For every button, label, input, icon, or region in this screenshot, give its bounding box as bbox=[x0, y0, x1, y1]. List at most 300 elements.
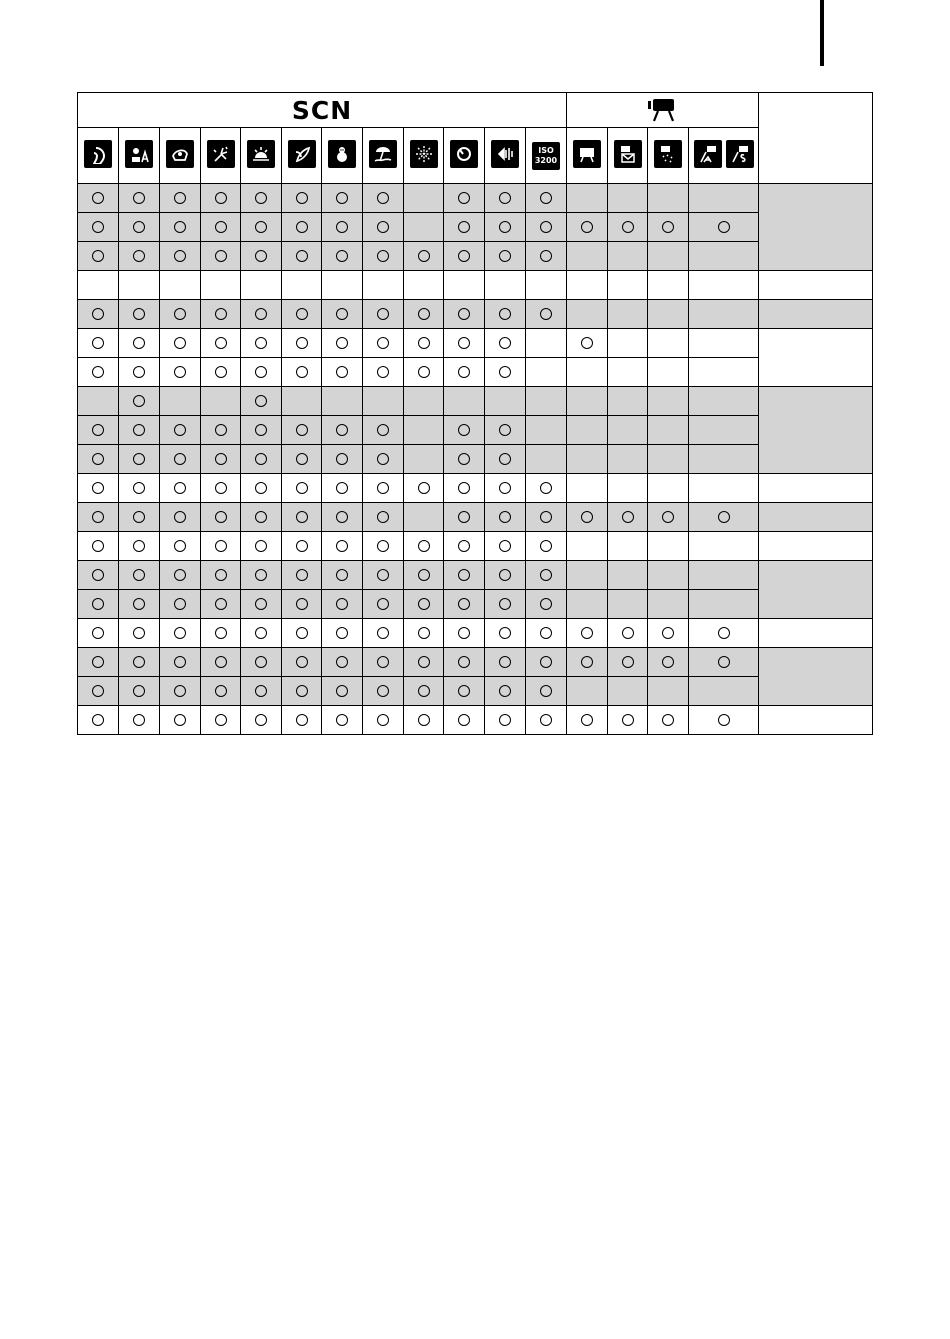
side-group-cell bbox=[759, 474, 873, 503]
available-mark bbox=[581, 337, 593, 349]
available-mark bbox=[133, 656, 145, 668]
available-mark bbox=[499, 569, 511, 581]
available-mark bbox=[581, 656, 593, 668]
table-cell bbox=[78, 300, 119, 329]
available-mark bbox=[255, 453, 267, 465]
available-mark bbox=[174, 337, 186, 349]
available-mark bbox=[215, 366, 227, 378]
available-mark bbox=[336, 308, 348, 320]
available-mark bbox=[540, 308, 552, 320]
available-mark bbox=[255, 308, 267, 320]
mode-icon-cell bbox=[322, 128, 363, 184]
table-cell bbox=[363, 300, 404, 329]
available-mark bbox=[377, 656, 389, 668]
available-mark bbox=[296, 192, 308, 204]
table-cell bbox=[648, 387, 689, 416]
available-mark bbox=[215, 482, 227, 494]
mode-icon-cell bbox=[282, 128, 322, 184]
table-cell bbox=[160, 271, 201, 300]
table-cell bbox=[282, 445, 322, 474]
table-cell bbox=[526, 184, 567, 213]
table-cell bbox=[608, 416, 648, 445]
mode-icon-cell bbox=[119, 128, 160, 184]
table-cell bbox=[160, 445, 201, 474]
available-mark bbox=[133, 714, 145, 726]
table-cell bbox=[363, 532, 404, 561]
available-mark bbox=[296, 569, 308, 581]
table-cell bbox=[282, 184, 322, 213]
table-cell bbox=[648, 619, 689, 648]
mode-icon-cell bbox=[201, 128, 241, 184]
table-cell bbox=[689, 561, 759, 590]
available-mark bbox=[92, 511, 104, 523]
table-cell bbox=[78, 619, 119, 648]
table-cell bbox=[648, 648, 689, 677]
table-cell bbox=[119, 416, 160, 445]
table-cell bbox=[241, 561, 282, 590]
table-cell bbox=[78, 358, 119, 387]
available-mark bbox=[92, 482, 104, 494]
table-cell bbox=[78, 590, 119, 619]
table-cell bbox=[648, 474, 689, 503]
mode-icon-cell bbox=[160, 128, 201, 184]
available-mark bbox=[296, 598, 308, 610]
table-cell bbox=[648, 532, 689, 561]
table-cell bbox=[526, 416, 567, 445]
available-mark bbox=[336, 366, 348, 378]
table-cell bbox=[363, 561, 404, 590]
available-mark bbox=[174, 656, 186, 668]
table-cell bbox=[485, 242, 526, 271]
available-mark bbox=[458, 308, 470, 320]
table-cell bbox=[322, 706, 363, 735]
available-mark bbox=[255, 250, 267, 262]
table-cell bbox=[160, 648, 201, 677]
table-cell bbox=[648, 416, 689, 445]
available-mark bbox=[255, 511, 267, 523]
available-mark bbox=[418, 656, 430, 668]
table-cell bbox=[119, 561, 160, 590]
table-cell bbox=[526, 242, 567, 271]
table-cell bbox=[485, 329, 526, 358]
table-cell bbox=[160, 532, 201, 561]
available-mark bbox=[92, 337, 104, 349]
table-cell bbox=[404, 474, 444, 503]
available-mark bbox=[92, 627, 104, 639]
table-cell bbox=[689, 532, 759, 561]
table-cell bbox=[608, 706, 648, 735]
available-mark bbox=[133, 192, 145, 204]
available-mark bbox=[377, 714, 389, 726]
table-cell bbox=[119, 532, 160, 561]
table-cell bbox=[567, 619, 608, 648]
available-mark bbox=[418, 598, 430, 610]
table-cell bbox=[160, 706, 201, 735]
table-cell bbox=[444, 445, 485, 474]
table-cell bbox=[363, 706, 404, 735]
table-cell bbox=[485, 706, 526, 735]
available-mark bbox=[296, 714, 308, 726]
table-cell bbox=[363, 474, 404, 503]
table-cell bbox=[160, 242, 201, 271]
table-cell bbox=[282, 706, 322, 735]
table-cell bbox=[241, 416, 282, 445]
available-mark bbox=[377, 192, 389, 204]
table-cell bbox=[160, 213, 201, 242]
table-cell bbox=[485, 503, 526, 532]
available-mark bbox=[336, 250, 348, 262]
available-mark bbox=[336, 656, 348, 668]
available-mark bbox=[215, 453, 227, 465]
table-cell bbox=[119, 358, 160, 387]
available-mark bbox=[540, 714, 552, 726]
available-mark bbox=[215, 569, 227, 581]
table-cell bbox=[241, 590, 282, 619]
table-cell bbox=[322, 329, 363, 358]
table-cell bbox=[78, 184, 119, 213]
table-cell bbox=[78, 271, 119, 300]
table-cell bbox=[444, 184, 485, 213]
available-mark bbox=[133, 424, 145, 436]
table-cell bbox=[689, 445, 759, 474]
table-row bbox=[78, 445, 873, 474]
table-cell bbox=[404, 677, 444, 706]
mode-icon-cell bbox=[78, 128, 119, 184]
table-cell bbox=[119, 619, 160, 648]
table-cell bbox=[689, 184, 759, 213]
available-mark bbox=[458, 627, 470, 639]
available-mark bbox=[336, 627, 348, 639]
available-mark bbox=[92, 192, 104, 204]
table-cell bbox=[567, 474, 608, 503]
table-cell bbox=[363, 329, 404, 358]
side-group-cell bbox=[759, 271, 873, 300]
available-mark bbox=[418, 482, 430, 494]
available-mark bbox=[418, 337, 430, 349]
available-mark bbox=[499, 308, 511, 320]
table-cell bbox=[241, 242, 282, 271]
table-cell bbox=[201, 706, 241, 735]
table-cell bbox=[526, 503, 567, 532]
table-cell bbox=[119, 590, 160, 619]
available-mark bbox=[133, 250, 145, 262]
table-cell bbox=[526, 358, 567, 387]
table-cell bbox=[241, 677, 282, 706]
table-cell bbox=[608, 271, 648, 300]
table-cell bbox=[119, 300, 160, 329]
table-cell bbox=[241, 445, 282, 474]
available-mark bbox=[215, 221, 227, 233]
table-row bbox=[78, 416, 873, 445]
table-cell bbox=[322, 184, 363, 213]
table-cell bbox=[485, 648, 526, 677]
table-cell bbox=[241, 503, 282, 532]
available-mark bbox=[174, 482, 186, 494]
mode-icon-cell bbox=[608, 128, 648, 184]
table-cell bbox=[160, 300, 201, 329]
table-cell bbox=[322, 648, 363, 677]
table-cell bbox=[444, 416, 485, 445]
available-mark bbox=[215, 511, 227, 523]
available-mark bbox=[458, 598, 470, 610]
available-mark bbox=[215, 714, 227, 726]
table-cell bbox=[282, 416, 322, 445]
table-cell bbox=[241, 184, 282, 213]
table-cell bbox=[363, 503, 404, 532]
table-cell bbox=[526, 445, 567, 474]
available-mark bbox=[255, 192, 267, 204]
table-cell bbox=[648, 445, 689, 474]
movie-camera-icon bbox=[648, 97, 678, 123]
table-cell bbox=[444, 619, 485, 648]
page-edge-tab bbox=[820, 0, 824, 66]
available-mark bbox=[133, 337, 145, 349]
table-cell bbox=[119, 706, 160, 735]
table-cell bbox=[119, 445, 160, 474]
table-cell bbox=[485, 271, 526, 300]
table-cell bbox=[282, 648, 322, 677]
available-mark bbox=[499, 482, 511, 494]
table-body bbox=[78, 184, 873, 735]
available-mark bbox=[174, 685, 186, 697]
table-cell bbox=[567, 358, 608, 387]
table-cell bbox=[689, 677, 759, 706]
underwater-icon bbox=[450, 140, 478, 168]
table-cell bbox=[322, 271, 363, 300]
available-mark bbox=[336, 424, 348, 436]
table-cell bbox=[648, 271, 689, 300]
table-cell bbox=[119, 213, 160, 242]
table-cell bbox=[689, 648, 759, 677]
available-mark bbox=[92, 453, 104, 465]
table-cell bbox=[608, 184, 648, 213]
table-cell bbox=[404, 329, 444, 358]
table-cell bbox=[282, 329, 322, 358]
available-mark bbox=[377, 250, 389, 262]
available-mark bbox=[418, 714, 430, 726]
available-mark bbox=[662, 627, 674, 639]
available-mark bbox=[255, 598, 267, 610]
available-mark bbox=[336, 221, 348, 233]
table-cell bbox=[119, 184, 160, 213]
table-cell bbox=[201, 590, 241, 619]
table-cell bbox=[444, 387, 485, 416]
table-cell bbox=[689, 503, 759, 532]
available-mark bbox=[296, 453, 308, 465]
foliage-icon bbox=[288, 140, 316, 168]
table-cell bbox=[444, 648, 485, 677]
available-mark bbox=[622, 656, 634, 668]
available-mark bbox=[662, 714, 674, 726]
table-cell bbox=[444, 329, 485, 358]
available-mark bbox=[499, 424, 511, 436]
available-mark bbox=[336, 482, 348, 494]
side-group-cell bbox=[759, 329, 873, 387]
table-cell bbox=[526, 213, 567, 242]
table-cell bbox=[241, 329, 282, 358]
available-mark bbox=[662, 221, 674, 233]
table-cell bbox=[160, 590, 201, 619]
table-row bbox=[78, 329, 873, 358]
table-cell bbox=[485, 300, 526, 329]
movie-group-header bbox=[567, 93, 759, 128]
table-cell bbox=[648, 300, 689, 329]
table-cell bbox=[526, 619, 567, 648]
available-mark bbox=[255, 337, 267, 349]
table-cell bbox=[363, 590, 404, 619]
mode-icon-cell bbox=[404, 128, 444, 184]
table-cell bbox=[608, 213, 648, 242]
table-cell bbox=[282, 619, 322, 648]
table-cell bbox=[119, 242, 160, 271]
available-mark bbox=[458, 511, 470, 523]
available-mark bbox=[377, 453, 389, 465]
table-row bbox=[78, 358, 873, 387]
available-mark bbox=[296, 685, 308, 697]
available-mark bbox=[296, 366, 308, 378]
table-cell bbox=[404, 590, 444, 619]
available-mark bbox=[377, 337, 389, 349]
available-mark bbox=[718, 656, 730, 668]
scn-group-header bbox=[78, 93, 567, 128]
table-cell bbox=[322, 532, 363, 561]
table-cell bbox=[404, 619, 444, 648]
available-mark bbox=[377, 424, 389, 436]
table-cell bbox=[404, 271, 444, 300]
available-mark bbox=[499, 656, 511, 668]
available-mark bbox=[215, 308, 227, 320]
table-cell bbox=[689, 416, 759, 445]
table-cell bbox=[689, 387, 759, 416]
mode-icon-cell bbox=[444, 128, 485, 184]
available-mark bbox=[174, 598, 186, 610]
table-cell bbox=[648, 677, 689, 706]
table-cell bbox=[201, 184, 241, 213]
available-mark bbox=[499, 192, 511, 204]
side-group-cell bbox=[759, 619, 873, 648]
movie-standard-icon bbox=[573, 140, 601, 168]
table-cell bbox=[444, 677, 485, 706]
table-cell bbox=[119, 271, 160, 300]
table-cell bbox=[363, 648, 404, 677]
table-cell bbox=[78, 445, 119, 474]
table-cell bbox=[78, 213, 119, 242]
table-cell bbox=[119, 677, 160, 706]
table-cell bbox=[608, 561, 648, 590]
table-cell bbox=[404, 706, 444, 735]
available-mark bbox=[581, 627, 593, 639]
available-mark bbox=[540, 540, 552, 552]
available-mark bbox=[377, 482, 389, 494]
available-mark bbox=[418, 540, 430, 552]
table-cell bbox=[201, 271, 241, 300]
mode-icon-cell bbox=[526, 128, 567, 184]
available-mark bbox=[622, 627, 634, 639]
available-mark bbox=[133, 627, 145, 639]
table-cell bbox=[160, 474, 201, 503]
available-mark bbox=[418, 366, 430, 378]
table-cell bbox=[648, 242, 689, 271]
table-cell bbox=[241, 271, 282, 300]
table-cell bbox=[363, 445, 404, 474]
available-mark bbox=[540, 656, 552, 668]
available-mark bbox=[174, 366, 186, 378]
available-mark bbox=[581, 511, 593, 523]
mode-icon-cell bbox=[241, 128, 282, 184]
table-cell bbox=[201, 416, 241, 445]
table-row bbox=[78, 503, 873, 532]
table-cell bbox=[363, 184, 404, 213]
table-cell bbox=[282, 387, 322, 416]
available-mark bbox=[458, 656, 470, 668]
table-cell bbox=[119, 329, 160, 358]
available-mark bbox=[418, 685, 430, 697]
table-cell bbox=[201, 677, 241, 706]
table-cell bbox=[160, 387, 201, 416]
table-cell bbox=[444, 474, 485, 503]
table-cell bbox=[78, 474, 119, 503]
table-cell bbox=[404, 445, 444, 474]
table-cell bbox=[526, 590, 567, 619]
table-cell bbox=[608, 532, 648, 561]
table-cell bbox=[444, 561, 485, 590]
table-cell bbox=[282, 590, 322, 619]
mode-icon-cell bbox=[363, 128, 404, 184]
available-mark bbox=[458, 424, 470, 436]
table-cell bbox=[444, 300, 485, 329]
table-cell bbox=[567, 213, 608, 242]
available-mark bbox=[133, 221, 145, 233]
table-cell bbox=[689, 474, 759, 503]
table-cell bbox=[608, 242, 648, 271]
available-mark bbox=[255, 685, 267, 697]
table-cell bbox=[648, 213, 689, 242]
table-cell bbox=[282, 358, 322, 387]
available-mark bbox=[133, 366, 145, 378]
available-mark bbox=[133, 453, 145, 465]
table-cell bbox=[160, 184, 201, 213]
table-cell bbox=[160, 503, 201, 532]
sunset-icon bbox=[247, 140, 275, 168]
available-mark bbox=[499, 221, 511, 233]
table-row bbox=[78, 184, 873, 213]
available-mark bbox=[540, 685, 552, 697]
table-cell bbox=[526, 648, 567, 677]
available-mark bbox=[499, 250, 511, 262]
available-mark bbox=[255, 395, 267, 407]
mode-icon-cell bbox=[567, 128, 608, 184]
table-cell bbox=[404, 561, 444, 590]
table-row bbox=[78, 271, 873, 300]
available-mark bbox=[336, 714, 348, 726]
table-cell bbox=[160, 416, 201, 445]
kids-and-pets-icon bbox=[125, 140, 153, 168]
table-cell bbox=[78, 706, 119, 735]
table-cell bbox=[689, 619, 759, 648]
table-cell bbox=[241, 213, 282, 242]
table-cell bbox=[282, 213, 322, 242]
table-row bbox=[78, 648, 873, 677]
available-mark bbox=[133, 569, 145, 581]
available-mark bbox=[133, 482, 145, 494]
available-mark bbox=[499, 627, 511, 639]
available-mark bbox=[92, 221, 104, 233]
available-mark bbox=[458, 453, 470, 465]
available-mark bbox=[296, 540, 308, 552]
table-cell bbox=[404, 416, 444, 445]
table-cell bbox=[201, 445, 241, 474]
available-mark bbox=[377, 685, 389, 697]
